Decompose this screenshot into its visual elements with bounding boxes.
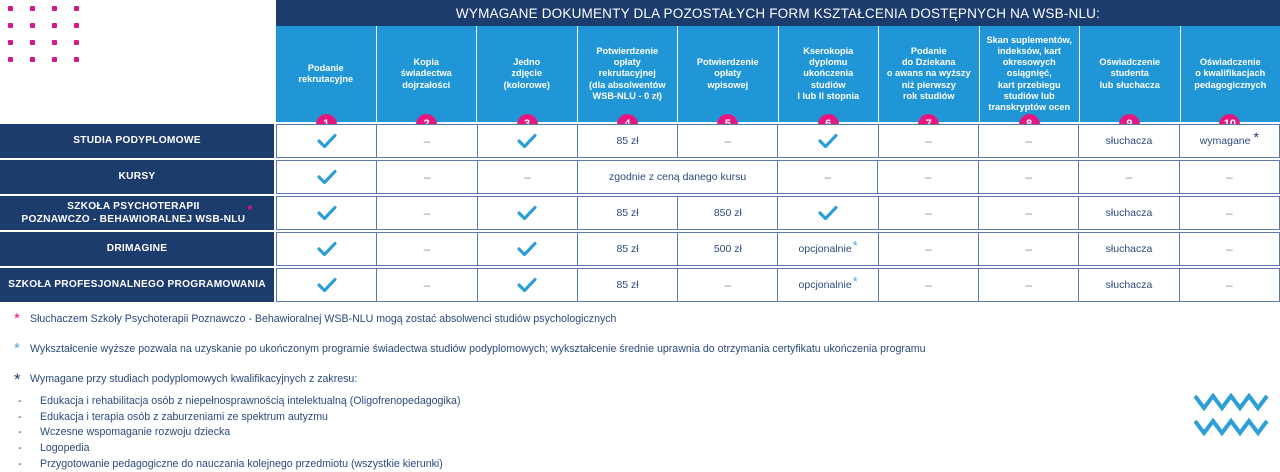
table-cell <box>276 125 376 157</box>
cell-value: 85 zł <box>616 207 638 219</box>
dash-marker: – <box>1025 242 1032 256</box>
dash-marker: – <box>1226 242 1233 256</box>
dot-decoration <box>74 40 79 45</box>
dot-decoration <box>30 6 35 11</box>
table-cell <box>477 269 577 301</box>
checkmark-icon <box>317 205 337 221</box>
dash-marker: – <box>1025 206 1032 220</box>
footnote-text: Wykształcenie wyższe pozwala na uzyskanie po ukończonym programie świadectwa studiów podyplomowych; wykształcenie średnie uprawnia do otrzymania certyfikatu ukończenia programu <box>30 340 926 356</box>
dash-marker: – <box>1126 170 1133 184</box>
table-cell <box>878 233 978 265</box>
footnote-text: Słuchaczem Szkoły Psychoterapii Poznawczo - Behawioralnej WSB-NLU mogą zostać absolwenci studiów psychologicznych <box>30 310 616 326</box>
table-cell <box>376 125 476 157</box>
row-label-text: STUDIA PODYPLOMOWE <box>73 134 201 147</box>
dash-marker: – <box>925 170 932 184</box>
qualification-fields-list <box>14 394 1014 472</box>
table-cell <box>276 197 376 229</box>
dot-decoration <box>74 6 79 11</box>
table-cell: opcjonalnie * <box>777 269 877 301</box>
table-row <box>0 196 1280 230</box>
table-cell <box>1078 161 1178 193</box>
dot-decoration <box>52 40 57 45</box>
table-cell: wymagane * <box>1179 125 1279 157</box>
row-label-4 <box>0 268 274 302</box>
zigzag-icon <box>1194 417 1272 437</box>
table-cell <box>1078 269 1178 301</box>
table-cell <box>276 269 376 301</box>
dash-marker: – <box>424 170 431 184</box>
zigzag-decoration-bottom <box>1194 417 1272 442</box>
dash-marker: – <box>1025 134 1032 148</box>
table-row <box>0 160 1280 194</box>
table-cell <box>1179 269 1279 301</box>
table-cell <box>276 161 376 193</box>
dot-decoration <box>52 23 57 28</box>
bullet-marker: - <box>14 394 40 410</box>
footnote-2 <box>14 340 1174 356</box>
table-cell <box>777 125 877 157</box>
dash-marker: – <box>925 134 932 148</box>
column-header-label: Kserokopia dyplomu ukończenia studiów I lub II stopnia <box>797 46 859 102</box>
cell-value: słuchacza <box>1106 207 1153 219</box>
dash-marker: – <box>724 278 731 292</box>
bullet-marker: - <box>14 425 40 441</box>
table-cell <box>978 197 1078 229</box>
row-label-text: DRIMAGINE <box>107 242 168 255</box>
checkmark-icon <box>317 277 337 293</box>
table-cell <box>978 233 1078 265</box>
column-header-label: Jedno zdjęcie (kolorowe) <box>504 57 550 91</box>
cell-value: opcjonalnie <box>799 243 852 255</box>
table-cell <box>978 269 1078 301</box>
checkmark-icon <box>317 241 337 257</box>
zigzag-icon <box>1194 392 1272 412</box>
table-cell <box>878 197 978 229</box>
column-header-9 <box>1080 26 1181 122</box>
table-cell <box>376 161 476 193</box>
table-cell <box>477 197 577 229</box>
checkmark-icon <box>517 133 537 149</box>
dot-grid-decoration <box>8 6 96 74</box>
table-row <box>0 232 1280 266</box>
table-cell <box>877 161 977 193</box>
table-cell <box>1179 233 1279 265</box>
dot-decoration <box>30 40 35 45</box>
table-cell <box>978 161 1078 193</box>
column-header-10 <box>1181 26 1280 122</box>
dot-decoration <box>74 23 79 28</box>
row-label-2: SZKOŁA PSYCHOTERAPII POZNAWCZO - BEHAWIORALNEJ WSB-NLU * <box>0 196 274 230</box>
dash-marker: – <box>424 242 431 256</box>
table-cell: opcjonalnie * <box>777 233 877 265</box>
table-cell <box>878 125 978 157</box>
dot-decoration <box>30 23 35 28</box>
column-header-label: Skan suplementów, indeksów, kart okresowych osiągnięć, kart przebiegu studiów lub transkryptów ocen <box>987 35 1072 114</box>
column-header-5 <box>678 26 779 122</box>
table-cell <box>577 161 777 193</box>
dot-decoration <box>8 40 13 45</box>
table-cell <box>1179 197 1279 229</box>
list-item-text: Przygotowanie pedagogiczne do nauczania kolejnego przedmiotu (wszystkie kierunki) <box>40 457 443 472</box>
row-label-text: SZKOŁA PSYCHOTERAPII POZNAWCZO - BEHAWIORALNEJ WSB-NLU <box>21 200 245 226</box>
row-cells <box>276 196 1280 230</box>
table-cell <box>1078 197 1178 229</box>
dot-decoration <box>52 57 57 62</box>
bullet-marker: - <box>14 457 40 472</box>
checkmark-icon <box>517 205 537 221</box>
column-header-label: Potwierdzenie opłaty wpisowej <box>697 57 759 91</box>
column-header-label: Oświadczenie o kwalifikacjach pedagogicznych <box>1194 57 1266 91</box>
table-cell <box>1179 161 1279 193</box>
dash-marker: – <box>824 170 831 184</box>
checkmark-icon <box>517 277 537 293</box>
table-cell <box>577 269 677 301</box>
table-cell <box>1078 233 1178 265</box>
dash-marker: – <box>724 134 731 148</box>
column-header-1 <box>276 26 377 122</box>
table-cell <box>978 125 1078 157</box>
column-header-label: Potwierdzenie opłaty rekrutacyjnej (dla absolwentów WSB-NLU - 0 zł) <box>589 46 666 102</box>
column-header-label: Podanie do Dziekana o awans na wyższy niż pierwszy rok studiów <box>887 46 971 102</box>
list-item-text: Wczesne wspomaganie rozwoju dziecka <box>40 425 230 441</box>
table-cell <box>878 269 978 301</box>
checkmark-icon <box>517 241 537 257</box>
dash-marker: – <box>1025 278 1032 292</box>
table-row <box>0 124 1280 158</box>
asterisk-marker-pink: * <box>14 311 30 326</box>
table-cell <box>677 197 777 229</box>
table-cell <box>677 233 777 265</box>
asterisk-marker-blue: * <box>14 341 30 356</box>
cell-value: 500 zł <box>714 243 742 255</box>
table-cell <box>477 233 577 265</box>
zigzag-decoration-top <box>1194 392 1272 417</box>
table-cell <box>577 197 677 229</box>
cell-value: 850 zł <box>714 207 742 219</box>
table-cell <box>376 233 476 265</box>
column-header-3 <box>477 26 578 122</box>
cell-value: słuchacza <box>1106 135 1153 147</box>
dash-marker: – <box>1226 170 1233 184</box>
dash-marker: – <box>424 134 431 148</box>
column-header-6 <box>779 26 880 122</box>
list-item-text: Edukacja i terapia osób z zaburzeniami ze spektrum autyzmu <box>40 410 328 426</box>
column-header-label: Oświadczenie studenta lub słuchacza <box>1099 57 1160 91</box>
asterisk-marker-navy: * <box>14 371 30 388</box>
table-title: WYMAGANE DOKUMENTY DLA POZOSTAŁYCH FORM KSZTAŁCENIA DOSTĘPNYCH NA WSB-NLU: <box>276 0 1280 26</box>
table-cell <box>677 125 777 157</box>
cell-value: 85 zł <box>616 279 638 291</box>
cell-value: zgodnie z ceną danego kursu <box>609 171 746 183</box>
table-cell <box>677 269 777 301</box>
list-item-text: Edukacja i rehabilitacja osób z niepełnosprawnością intelektualną (Oligofrenopedagogika) <box>40 394 460 410</box>
row-cells <box>276 232 1280 266</box>
column-header-2 <box>377 26 478 122</box>
row-cells <box>276 160 1280 194</box>
list-item <box>14 425 1014 441</box>
table-cell <box>376 269 476 301</box>
dash-marker: – <box>1226 206 1233 220</box>
checkmark-icon <box>818 205 838 221</box>
cell-value: słuchacza <box>1106 279 1153 291</box>
dash-marker: – <box>424 206 431 220</box>
footnote-1 <box>14 310 1174 326</box>
row-label-0 <box>0 124 274 158</box>
cell-value: 85 zł <box>616 135 638 147</box>
column-header-label: Podanie rekrutacyjne <box>298 63 353 85</box>
table-cell <box>477 125 577 157</box>
table-cell <box>376 197 476 229</box>
row-label-1 <box>0 160 274 194</box>
table-cell <box>577 233 677 265</box>
checkmark-icon <box>317 169 337 185</box>
dot-decoration <box>74 57 79 62</box>
dot-decoration <box>8 6 13 11</box>
dot-decoration <box>30 57 35 62</box>
checkmark-icon <box>818 133 838 149</box>
column-header-label: Kopia świadectwa dojrzałości <box>401 57 452 91</box>
dot-decoration <box>8 23 13 28</box>
dash-marker: – <box>925 278 932 292</box>
list-item <box>14 410 1014 426</box>
cell-value: opcjonalnie <box>799 279 852 291</box>
table-cell <box>477 161 577 193</box>
table-cell <box>1078 125 1178 157</box>
list-item <box>14 394 1014 410</box>
bullet-marker: - <box>14 441 40 457</box>
column-header-row <box>276 26 1280 122</box>
cell-value: 85 zł <box>616 243 638 255</box>
row-cells <box>276 268 1280 302</box>
list-item <box>14 441 1014 457</box>
dash-marker: – <box>1226 278 1233 292</box>
column-header-7 <box>879 26 980 122</box>
cell-value: słuchacza <box>1106 243 1153 255</box>
dash-marker: – <box>524 170 531 184</box>
table-cell <box>777 197 877 229</box>
row-label-3 <box>0 232 274 266</box>
row-cells <box>276 124 1280 158</box>
table-cell <box>577 125 677 157</box>
dot-decoration <box>52 6 57 11</box>
dash-marker: – <box>925 206 932 220</box>
cell-value: wymagane <box>1200 135 1251 147</box>
dash-marker: – <box>925 242 932 256</box>
list-item-text: Logopedia <box>40 441 90 457</box>
dot-decoration <box>8 57 13 62</box>
table-body <box>0 124 1280 304</box>
footnote-text: Wymagane przy studiach podyplomowych kwalifikacyjnych z zakresu: <box>30 370 357 386</box>
table-cell <box>276 233 376 265</box>
footnote-3 <box>14 370 1174 387</box>
column-header-8 <box>980 26 1081 122</box>
row-label-text: KURSY <box>119 170 156 183</box>
row-label-text: SZKOŁA PROFESJONALNEGO PROGRAMOWANIA <box>8 278 266 291</box>
dash-marker: – <box>1025 170 1032 184</box>
table-row <box>0 268 1280 302</box>
footnotes <box>14 310 1174 401</box>
table-cell <box>777 161 877 193</box>
dash-marker: – <box>424 278 431 292</box>
bullet-marker: - <box>14 410 40 426</box>
checkmark-icon <box>317 133 337 149</box>
column-header-4 <box>578 26 679 122</box>
